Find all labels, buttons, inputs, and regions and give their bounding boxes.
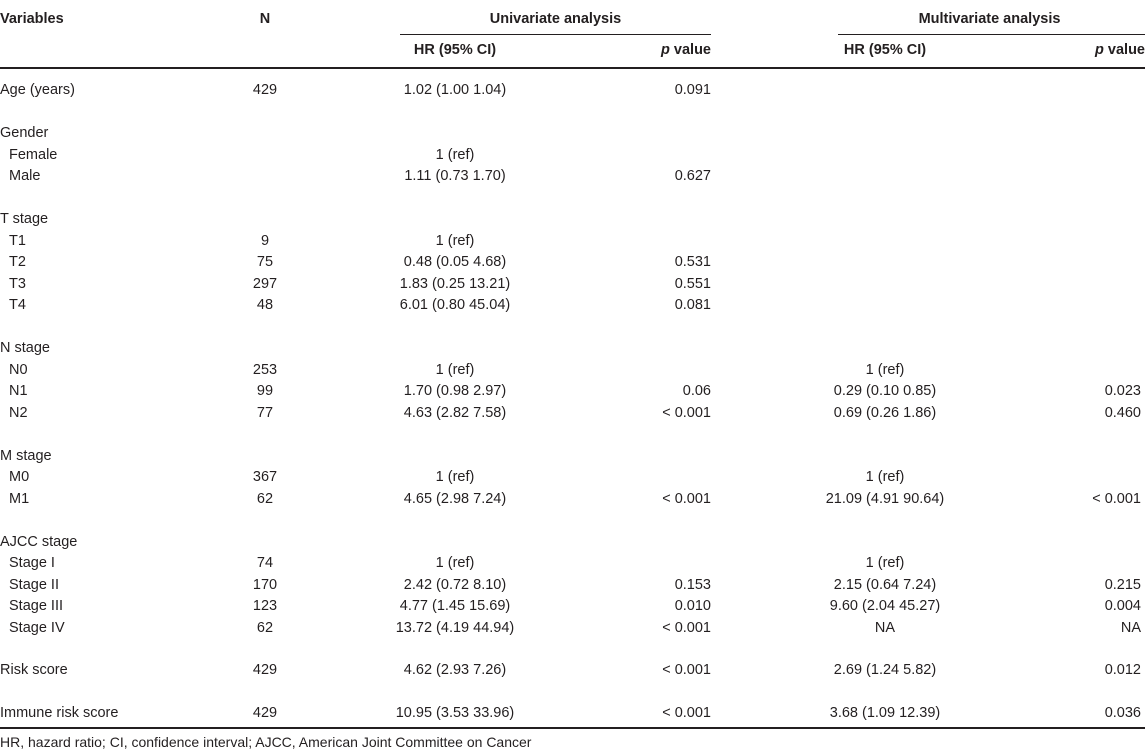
- cell-multivariate-hr: 9.60 (2.04 45.27): [829, 598, 941, 614]
- cell-univariate-hr: 1 (ref): [435, 362, 475, 378]
- cell-univariate-hr: 4.63 (2.82 7.58): [403, 405, 507, 421]
- row-label: Age (years): [0, 82, 75, 98]
- cell-univariate-p: 0.010: [674, 598, 711, 614]
- cell-n: 429: [252, 705, 278, 721]
- row-label: T4: [9, 297, 26, 313]
- cell-multivariate-hr: 1 (ref): [865, 555, 905, 571]
- cell-univariate-hr: 1 (ref): [435, 555, 475, 571]
- cell-n: 123: [252, 598, 278, 614]
- row-label: Female: [9, 147, 58, 163]
- cell-univariate-hr: 13.72 (4.19 44.94): [395, 620, 515, 636]
- cell-multivariate-p: 0.460: [1104, 405, 1141, 421]
- row-label: Stage I: [9, 555, 55, 571]
- row-label: Gender: [0, 125, 49, 141]
- row-label: M stage: [0, 448, 52, 464]
- cell-n: 9: [260, 233, 270, 249]
- cell-multivariate-p: < 0.001: [1092, 491, 1141, 507]
- row-label: AJCC stage: [0, 534, 78, 550]
- cell-univariate-p: < 0.001: [662, 491, 711, 507]
- p-rest: value: [1103, 42, 1145, 58]
- cell-univariate-hr: 0.48 (0.05 4.68): [403, 254, 507, 270]
- row-label: Stage II: [9, 577, 59, 593]
- header-n: N: [259, 11, 271, 27]
- cell-univariate-p: < 0.001: [662, 620, 711, 636]
- cell-n: 429: [252, 82, 278, 98]
- cell-multivariate-p: NA: [1120, 620, 1141, 636]
- cell-multivariate-hr: 1 (ref): [865, 362, 905, 378]
- cell-univariate-hr: 1 (ref): [435, 233, 475, 249]
- row-label: N0: [9, 362, 28, 378]
- cell-n: 99: [256, 383, 274, 399]
- row-label: T3: [9, 276, 26, 292]
- cell-univariate-hr: 6.01 (0.80 45.04): [399, 297, 511, 313]
- cell-univariate-p: 0.627: [674, 168, 711, 184]
- row-label: N2: [9, 405, 28, 421]
- cell-multivariate-hr: 0.69 (0.26 1.86): [833, 405, 937, 421]
- cell-multivariate-p: 0.023: [1104, 383, 1141, 399]
- header-multivariate: Multivariate analysis: [918, 11, 1061, 27]
- cell-univariate-hr: 1.11 (0.73 1.70): [404, 168, 506, 184]
- cell-univariate-p: 0.551: [674, 276, 711, 292]
- cell-univariate-hr: 2.42 (0.72 8.10): [403, 577, 507, 593]
- table-bottom-rule: [0, 727, 1145, 729]
- p-rest: value: [669, 42, 711, 58]
- cell-multivariate-p: 0.036: [1104, 705, 1141, 721]
- row-label: M1: [9, 491, 30, 507]
- row-label: T stage: [0, 211, 49, 227]
- cell-univariate-p: 0.153: [674, 577, 711, 593]
- cell-multivariate-p: 0.215: [1104, 577, 1141, 593]
- cell-univariate-p: 0.06: [682, 383, 711, 399]
- cell-n: 62: [256, 491, 274, 507]
- cell-univariate-hr: 1.02 (1.00 1.04): [403, 82, 507, 98]
- footnote: HR, hazard ratio; CI, confidence interval; AJCC, American Joint Committee on Cancer: [0, 734, 532, 750]
- cell-univariate-p: 0.091: [674, 82, 711, 98]
- header-multi-hr: HR (95% CI): [843, 42, 927, 58]
- cell-univariate-hr: 1.83 (0.25 13.21): [399, 276, 511, 292]
- p-italic: p: [1095, 42, 1104, 58]
- cell-multivariate-hr: 21.09 (4.91 90.64): [825, 491, 945, 507]
- cell-multivariate-hr: 2.15 (0.64 7.24): [833, 577, 937, 593]
- cell-univariate-hr: 1.70 (0.98 2.97): [403, 383, 507, 399]
- row-label: N1: [9, 383, 28, 399]
- cell-n: 75: [256, 254, 274, 270]
- cell-univariate-p: < 0.001: [662, 705, 711, 721]
- cell-univariate-p: < 0.001: [662, 405, 711, 421]
- cell-n: 170: [252, 577, 278, 593]
- row-label: N stage: [0, 340, 50, 356]
- cell-n: 367: [252, 469, 278, 485]
- header-univariate: Univariate analysis: [489, 11, 622, 27]
- cell-multivariate-hr: 2.69 (1.24 5.82): [833, 662, 937, 678]
- cell-univariate-hr: 1 (ref): [435, 469, 475, 485]
- cell-univariate-hr: 10.95 (3.53 33.96): [395, 705, 515, 721]
- cell-n: 74: [256, 555, 274, 571]
- cell-multivariate-hr: 3.68 (1.09 12.39): [829, 705, 941, 721]
- cell-multivariate-hr: 1 (ref): [865, 469, 905, 485]
- cell-univariate-p: 0.081: [674, 297, 711, 313]
- cell-n: 48: [256, 297, 274, 313]
- cell-multivariate-p: 0.004: [1104, 598, 1141, 614]
- row-label: Stage IV: [9, 620, 65, 636]
- cell-univariate-p: 0.531: [674, 254, 711, 270]
- cell-multivariate-hr: NA: [874, 620, 896, 636]
- row-label: Immune risk score: [0, 705, 119, 721]
- cell-univariate-hr: 4.77 (1.45 15.69): [399, 598, 511, 614]
- cell-n: 297: [252, 276, 278, 292]
- row-label: Stage III: [9, 598, 64, 614]
- row-label: Risk score: [0, 662, 68, 678]
- header-variables: Variables: [0, 11, 64, 27]
- row-label: M0: [9, 469, 30, 485]
- cell-n: 77: [256, 405, 274, 421]
- row-label: T1: [9, 233, 26, 249]
- cell-n: 429: [252, 662, 278, 678]
- cell-univariate-hr: 4.65 (2.98 7.24): [403, 491, 507, 507]
- header-uni-hr: HR (95% CI): [413, 42, 497, 58]
- cell-multivariate-p: 0.012: [1104, 662, 1141, 678]
- cell-univariate-hr: 1 (ref): [435, 147, 475, 163]
- cell-univariate-p: < 0.001: [662, 662, 711, 678]
- cell-multivariate-hr: 0.29 (0.10 0.85): [833, 383, 937, 399]
- cell-univariate-hr: 4.62 (2.93 7.26): [403, 662, 507, 678]
- row-label: Male: [9, 168, 41, 184]
- p-italic: p: [661, 42, 670, 58]
- cell-n: 253: [252, 362, 278, 378]
- row-label: T2: [9, 254, 26, 270]
- cell-n: 62: [256, 620, 274, 636]
